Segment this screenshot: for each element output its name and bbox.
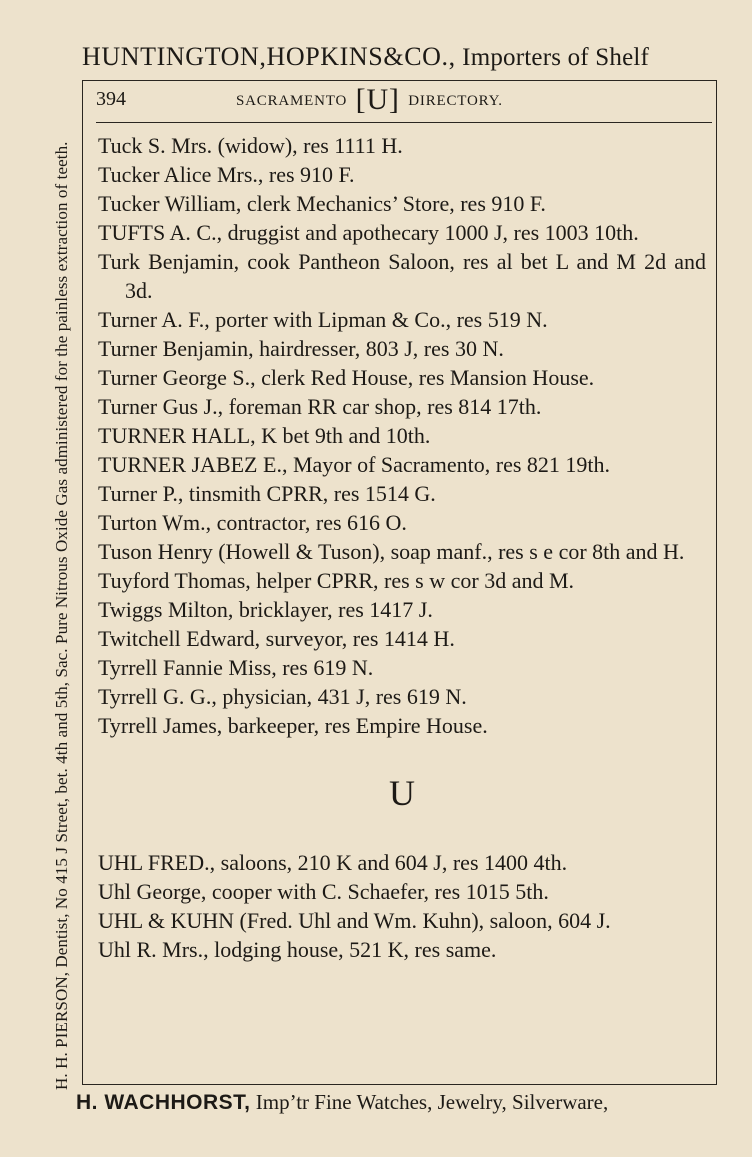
header-title: DIRECTORY. [408,92,503,109]
bottom-ad-text: Imp’tr Fine Watches, Jewelry, Silverware, [250,1090,609,1114]
directory-entry: Twitchell Edward, surveyor, res 1414 H. [98,626,455,651]
header-city: SACRAMENTO [236,92,348,109]
directory-entry: Tuson Henry (Howell & Tuson), soap manf., res s e cor 8th and H. [98,539,685,564]
header-letter: U [366,83,389,117]
directory-entry: Tucker William, clerk Mechanics’ Store, res 910 F. [98,191,546,216]
directory-entry: Tuyford Thomas, helper CPRR, res s w cor 3d and M. [98,568,575,593]
running-head-title [236,83,503,117]
side-advertisement: H. H. PIERSON, Dentist, No 415 J Street, bet. 4th and 5th, Sac. Pure Nitrous Oxide Gas administered for the painless extraction of teeth. [52,141,71,1090]
top-advertisement [82,42,752,72]
directory-entry: TUFTS A. C., druggist and apothecary 1000 J, res 1003 10th. [98,220,639,245]
header-bracket-close: ] [388,83,400,117]
directory-entry: Tuck S. Mrs. (widow), res 1111 H. [98,133,403,158]
directory-entry: Turner P., tinsmith CPRR, res 1514 G. [98,481,436,506]
directory-entry: Tucker Alice Mrs., res 910 F. [98,162,355,187]
bottom-ad-name: H. WACHHORST, [76,1091,251,1114]
section-heading-u: U [389,773,415,813]
directory-entry: UHL FRED., saloons, 210 K and 604 J, res 1400 4th. [98,850,568,875]
running-head [96,83,712,123]
top-ad-text: Importers of Shelf [455,44,650,71]
directory-entry: Tyrrell G. G., physician, 431 J, res 619 N. [98,684,467,709]
directory-entry: TURNER JABEZ E., Mayor of Sacramento, res 821 19th. [98,452,611,477]
directory-entries [98,131,706,964]
directory-entry: Turton Wm., contractor, res 616 O. [98,510,407,535]
directory-entry: Tyrrell Fannie Miss, res 619 N. [98,655,374,680]
header-bracket-open: [ [355,83,367,117]
directory-entry: Tyrrell James, barkeeper, res Empire House. [98,713,488,738]
directory-entry: Turner A. F., porter with Lipman & Co., res 519 N. [98,307,548,332]
directory-entry: Turk Benjamin, cook Pantheon Saloon, res al bet L and M 2d and 3d. [98,249,706,303]
directory-entry: Uhl R. Mrs., lodging house, 521 K, res same. [98,937,497,962]
bottom-advertisement [76,1090,752,1115]
top-ad-name: HUNTINGTON,HOPKINS&CO., [82,42,456,71]
directory-entry: Uhl George, cooper with C. Schaefer, res 1015 5th. [98,879,549,904]
directory-entry: TURNER HALL, K bet 9th and 10th. [98,423,431,448]
directory-entry: UHL & KUHN (Fred. Uhl and Wm. Kuhn), saloon, 604 J. [98,908,611,933]
page-number: 394 [96,88,126,110]
directory-entry: Turner Benjamin, hairdresser, 803 J, res 30 N. [98,336,504,361]
header-section-letter [355,83,400,117]
directory-entry: Turner Gus J., foreman RR car shop, res 814 17th. [98,394,542,419]
directory-entry: Twiggs Milton, bricklayer, res 1417 J. [98,597,433,622]
directory-entry: Turner George S., clerk Red House, res Mansion House. [98,365,595,390]
